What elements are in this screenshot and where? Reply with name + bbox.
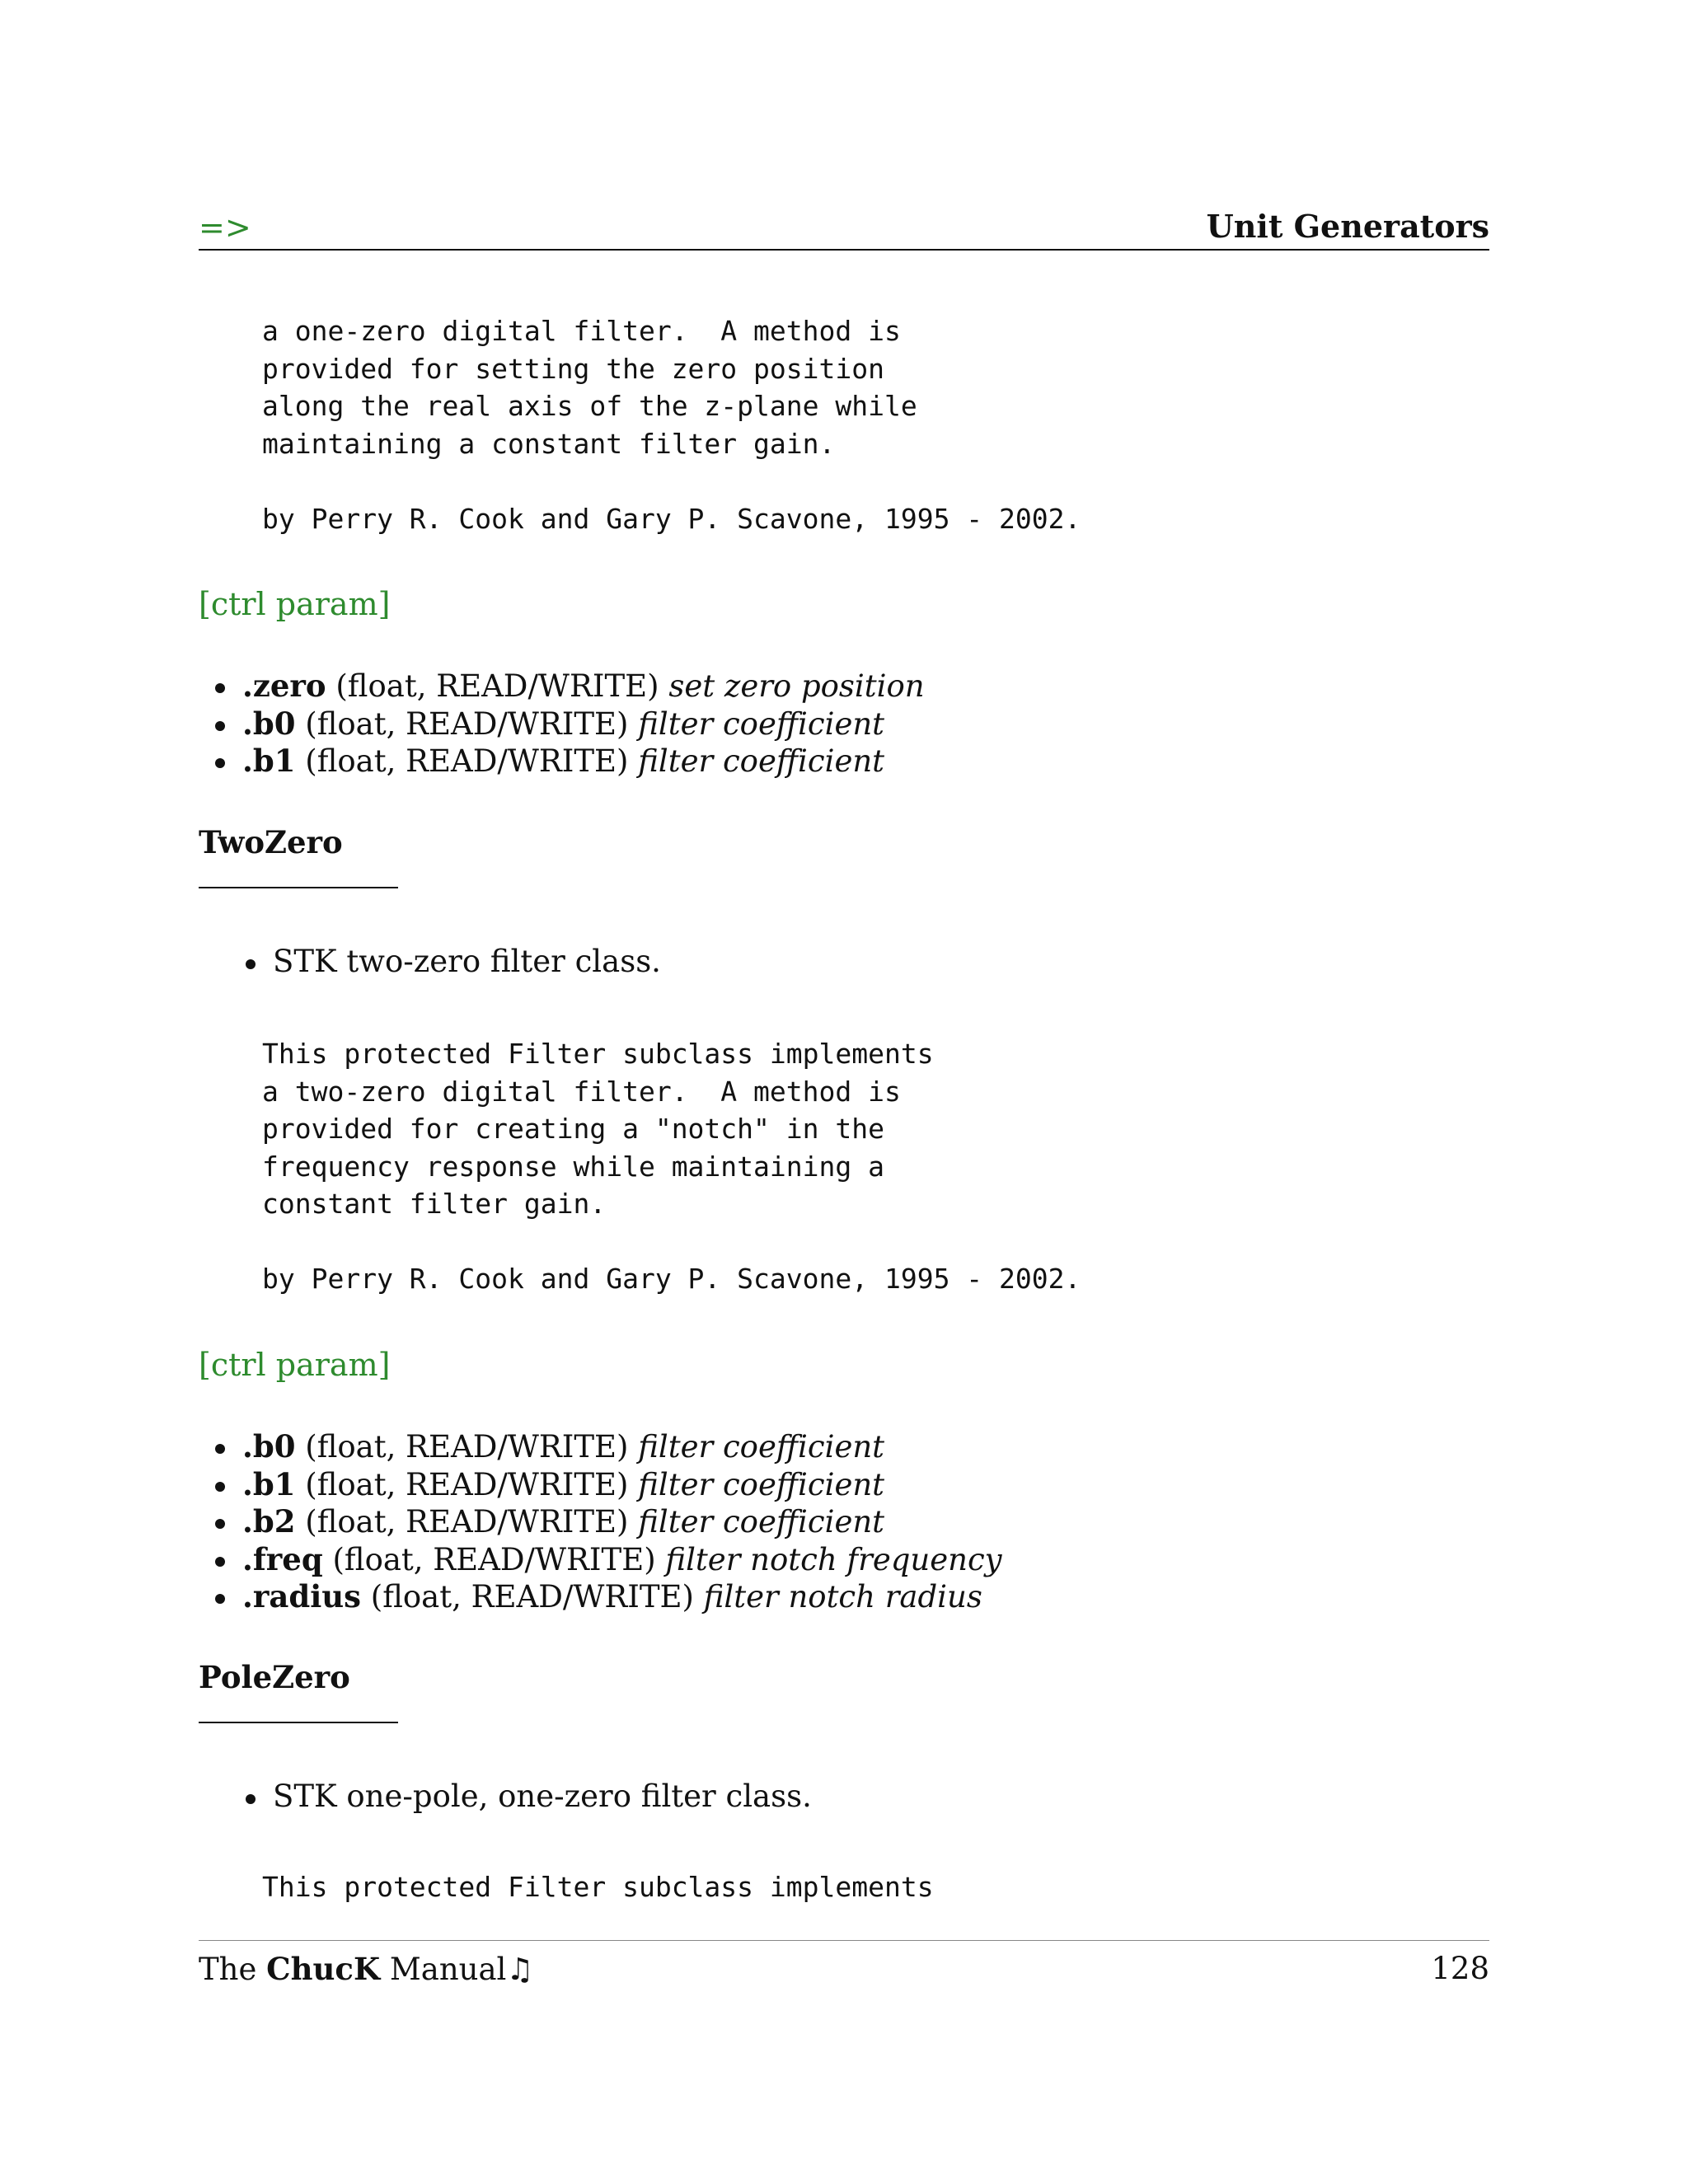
param-type: (float, READ/WRITE) — [305, 1504, 629, 1540]
param-desc: filter coefficient — [638, 1466, 885, 1502]
param-type: (float, READ/WRITE) — [370, 1579, 694, 1615]
param-desc: filter coefficient — [638, 705, 885, 742]
param-item-zero — [242, 668, 925, 705]
footer-the: The — [199, 1952, 257, 1987]
twozero-summary-text: STK two-zero filter class. — [273, 944, 661, 979]
param-item-b2 — [242, 1503, 1002, 1541]
param-name: .b0 — [242, 705, 296, 742]
param-name: .b2 — [242, 1503, 296, 1540]
polezero-description: This protected Filter subclass implements — [262, 1871, 934, 1903]
param-item-b0 — [242, 1428, 1002, 1466]
param-name: .b0 — [242, 1428, 296, 1465]
footer-divider — [199, 1940, 1489, 1941]
param-desc: filter notch frequency — [665, 1541, 1002, 1577]
polezero-summary — [273, 1779, 812, 1814]
twozero-section-rule — [199, 887, 398, 888]
param-type: (float, READ/WRITE) — [305, 1429, 629, 1465]
header-arrow-link[interactable]: => — [199, 209, 251, 246]
param-name: .zero — [242, 668, 326, 704]
param-name: .b1 — [242, 743, 296, 779]
param-name: .radius — [242, 1578, 362, 1615]
twozero-summary — [273, 944, 661, 979]
param-name: .freq — [242, 1540, 323, 1577]
param-type: (float, READ/WRITE) — [305, 743, 629, 779]
twozero-description: This protected Filter subclass implements a two-zero digital filter. A method is provided for creating a "notch" in the frequency response while maintaining a constant filter gain. by Perry R. Cook and Gary P. Scavone, 1995 - 2002. — [262, 1038, 1081, 1295]
param-type: (float, READ/WRITE) — [305, 705, 629, 742]
header-divider — [199, 249, 1489, 251]
twozero-param-list — [242, 1428, 1002, 1616]
param-item-b1 — [242, 1466, 1002, 1504]
param-type: (float, READ/WRITE) — [335, 668, 659, 704]
param-item-freq — [242, 1541, 1002, 1579]
param-desc: set zero position — [668, 668, 925, 704]
footer-manual: Manual♫ — [389, 1952, 534, 1987]
polezero-summary-text: STK one-pole, one-zero filter class. — [273, 1779, 812, 1814]
param-type: (float, READ/WRITE) — [332, 1541, 656, 1577]
param-desc: filter coefficient — [638, 1429, 885, 1465]
param-item-b0 — [242, 705, 925, 743]
footer-brand: ChucK — [266, 1951, 381, 1987]
twozero-ctrl-param-label: [ctrl param] — [199, 1347, 391, 1383]
header-title: Unit Generators — [1206, 208, 1489, 245]
param-name: .b1 — [242, 1465, 296, 1502]
footer-title — [199, 1951, 534, 1987]
param-desc: filter coefficient — [638, 743, 885, 779]
polezero-section-rule — [199, 1722, 398, 1723]
param-item-b1 — [242, 743, 925, 780]
page-number: 128 — [1431, 1951, 1489, 1986]
onezero-ctrl-param-label: [ctrl param] — [199, 586, 391, 622]
param-type: (float, READ/WRITE) — [305, 1466, 629, 1502]
twozero-section-title: TwoZero — [199, 824, 343, 860]
polezero-section-title: PoleZero — [199, 1659, 350, 1695]
onezero-description: a one-zero digital filter. A method is provided for setting the zero position along the real axis of the z-plane while maintaining a constant filter gain. by Perry R. Cook and Gary P. Scavone, 1995 - 2002. — [262, 315, 1081, 535]
onezero-param-list — [242, 668, 925, 780]
param-item-radius — [242, 1578, 1002, 1616]
param-desc: filter notch radius — [703, 1579, 982, 1615]
param-desc: filter coefficient — [638, 1504, 885, 1540]
